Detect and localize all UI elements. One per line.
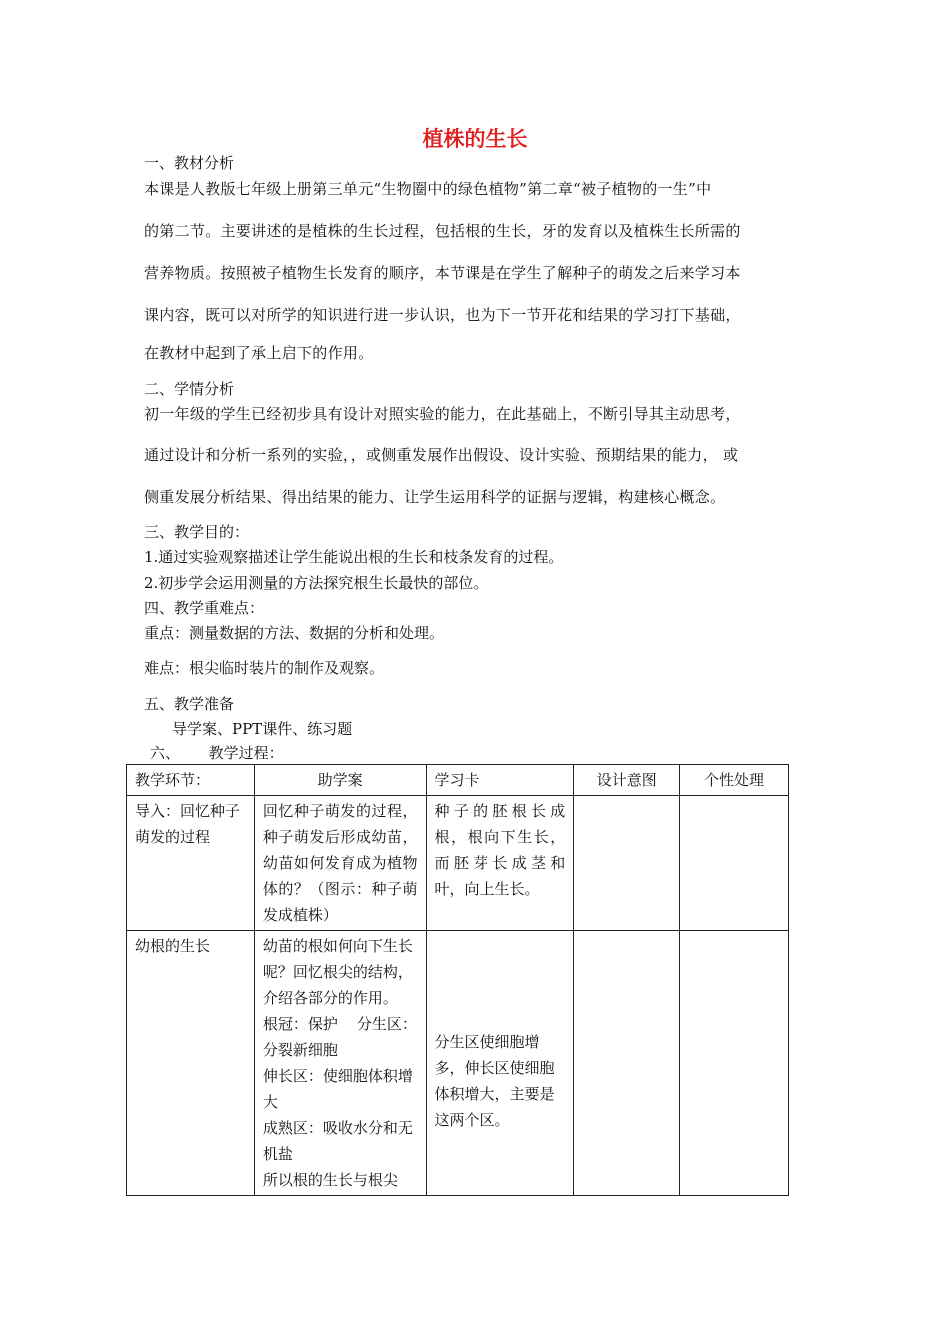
- guide-line: 幼苗的根如何向下生长呢？回忆根尖的结构，介绍各部分的作用。: [262, 937, 413, 1007]
- section-1-heading: 一、教材分析: [144, 154, 235, 172]
- objective-item: 1.通过实验观察描述让学生能说出根的生长和枝条发育的过程。: [144, 548, 564, 566]
- section-4-heading: 四、教学重难点：: [144, 599, 265, 617]
- column-header: 学习卡: [426, 765, 574, 796]
- intent-cell: [574, 796, 680, 931]
- guide-cell: [254, 931, 426, 1196]
- paragraph-line: 本课是人教版七年级上册第三单元“生物圈中的绿色植物”第二章“被子植物的一生”中: [144, 180, 712, 198]
- page-title: 植株的生长: [422, 127, 528, 151]
- personal-cell: [680, 931, 789, 1196]
- section-6-heading: 六、 教学过程：: [150, 744, 284, 762]
- paragraph-line: 在教材中起到了承上启下的作用。: [144, 344, 374, 362]
- card-cell: 分生区使细胞增多，伸长区使细胞体积增大，主要是这两个区。: [426, 931, 574, 1196]
- paragraph-line: 侧重发展分析结果、得出结果的能力、让学生运用科学的证据与逻辑，构建核心概念。: [144, 488, 726, 506]
- personal-cell: [680, 796, 789, 931]
- stage-cell: 导入：回忆种子萌发的过程: [127, 796, 255, 931]
- column-header: 助学案: [254, 765, 426, 796]
- guide-line: 伸长区：使细胞体积增大: [262, 1067, 413, 1111]
- guide-line: 根冠：保护 分生区：分裂新细胞: [262, 1015, 417, 1059]
- guide-line: 所以根的生长与根尖: [262, 1171, 398, 1189]
- intent-cell: [574, 931, 680, 1196]
- table-row: [127, 931, 789, 1196]
- section-2-heading: 二、学情分析: [144, 380, 235, 398]
- column-header: 设计意图: [574, 765, 680, 796]
- difficult-point: 难点：根尖临时装片的制作及观察。: [144, 659, 385, 677]
- paragraph-line: 初一年级的学生已经初步具有设计对照实验的能力，在此基础上，不断引导其主动思考，: [144, 405, 741, 423]
- stage-cell: 幼根的生长: [127, 931, 255, 1196]
- card-cell: 种子的胚根长成根，根向下生长，而胚芽长成茎和叶，向上生长。: [426, 796, 574, 931]
- paragraph-line: 课内容，既可以对所学的知识进行进一步认识，也为下一节开花和结果的学习打下基础，: [144, 306, 741, 324]
- table-row: [127, 796, 789, 931]
- paragraph-line: 营养物质。按照被子植物生长发育的顺序，本节课是在学生了解种子的萌发之后来学习本: [144, 264, 741, 282]
- preparation-content: 导学案、PPT课件、练习题: [172, 720, 353, 738]
- table-header-row: [127, 765, 789, 796]
- section-3-heading: 三、教学目的：: [144, 523, 250, 541]
- guide-line: 成熟区：吸收水分和无机盐: [262, 1119, 413, 1163]
- section-5-heading: 五、教学准备: [144, 695, 235, 713]
- objective-item: 2.初步学会运用测量的方法探究根生长最快的部位。: [144, 574, 489, 592]
- paragraph-line: 通过设计和分析一系列的实验，，或侧重发展作出假设、设计实验、预期结果的能力， 或: [144, 446, 739, 464]
- guide-cell: 回忆种子萌发的过程，种子萌发后形成幼苗，幼苗如何发育成为植物体的？（图示：种子萌发成植株）: [254, 796, 426, 931]
- key-point: 重点：测量数据的方法、数据的分析和处理。: [144, 624, 445, 642]
- column-header: 个性处理: [680, 765, 789, 796]
- column-header: 教学环节：: [127, 765, 255, 796]
- teaching-process-table: [126, 764, 789, 1196]
- paragraph-line: 的第二节。主要讲述的是植株的生长过程，包括根的生长，牙的发育以及植株生长所需的: [144, 222, 741, 240]
